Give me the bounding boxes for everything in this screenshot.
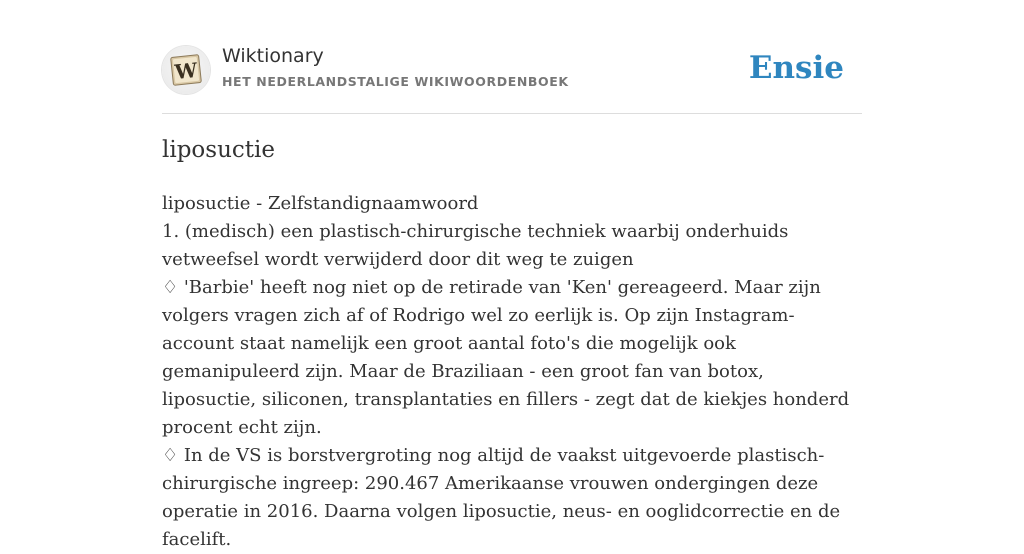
dictionary-entry [162, 190, 862, 554]
logo-letter: W [173, 57, 199, 85]
entry-example: ♢ In de VS is borstvergroting nog altijd de vaakst uitgevoerde plastisch-chirurgische ingreep: 290.467 Amerikaanse vrouwen ondergingen deze operatie in 2016. Daarna volgen liposuctie, neus- en ooglidcorrectie en de facelift. [162, 445, 841, 550]
site-title[interactable]: Wiktionary [222, 45, 324, 67]
page-title: liposuctie [162, 137, 275, 163]
ensie-link[interactable]: Ensie [748, 50, 844, 86]
wiktionary-logo-icon[interactable] [162, 46, 210, 94]
wiktionary-tile-icon [162, 46, 210, 94]
site-subtitle: HET NEDERLANDSTALIGE WIKIWOORDENBOEK [222, 74, 569, 89]
entry-heading: liposuctie - Zelfstandignaamwoord [162, 193, 479, 214]
site-header [162, 40, 862, 114]
entry-definition: 1. (medisch) een plastisch-chirurgische techniek waarbij onderhuids vetweefsel wordt verwijderd door dit weg te zuigen [162, 221, 789, 270]
entry-example: ♢ 'Barbie' heeft nog niet op de retirade van 'Ken' gereageerd. Maar zijn volgers vragen zich af of Rodrigo wel zo eerlijk is. Op zijn Instagram-account staat namelijk een groot aantal foto's die mogelijk ook gemanipuleerd zijn. Maar de Braziliaan - een groot fan van botox, liposuctie, siliconen, transplantaties en fillers - zegt dat de kiekjes honderd procent echt zijn. [162, 277, 850, 438]
